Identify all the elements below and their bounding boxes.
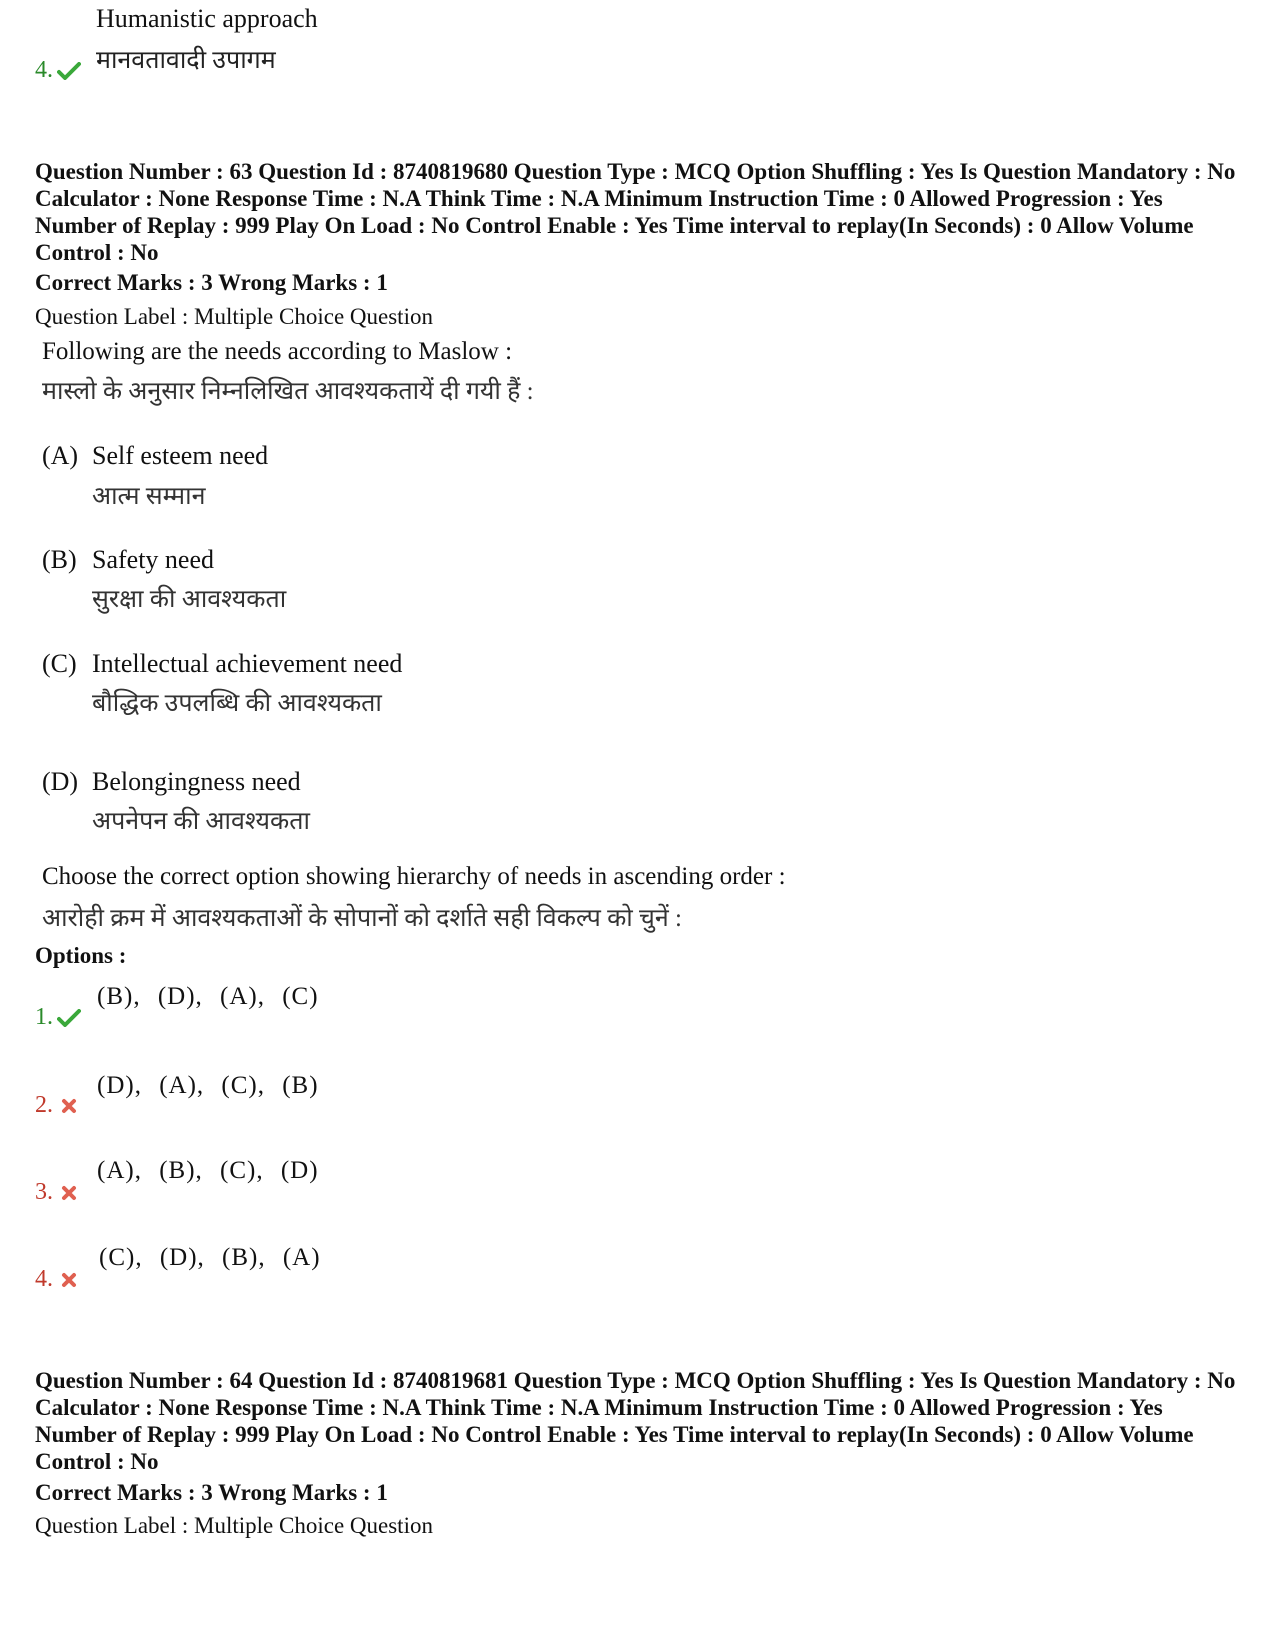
item-text-hi: आत्म सम्मान — [92, 483, 206, 510]
option-text[interactable]: (C), (D), (B), (A) — [99, 1244, 321, 1271]
check-icon — [57, 62, 81, 80]
option-number-label: 3. — [35, 1179, 53, 1205]
option-number — [35, 1092, 77, 1119]
prev-option-text-en: Humanistic approach — [96, 4, 318, 33]
option-number-label: 1. — [35, 1004, 53, 1030]
option-number — [35, 1179, 77, 1206]
cross-icon — [61, 1185, 77, 1201]
option-text[interactable]: (B), (D), (A), (C) — [97, 983, 319, 1010]
item-letter: (D) — [42, 767, 79, 796]
options-title: Options : — [35, 943, 127, 968]
prev-option-text-hi: मानवतावादी उपागम — [96, 47, 276, 74]
cross-icon — [61, 1098, 77, 1114]
item-text-en: Safety need — [92, 545, 215, 574]
option-number — [35, 1266, 77, 1293]
q64-meta: Question Number : 64 Question Id : 8740819681 Question Type : MCQ Option Shuffling : Yes Is Question Mandatory : No Calculator : None Response Time : N.A Think Time : N.A Minimum Instruction Time : 0 Allowed Progression : Yes Number of Replay : 999 Play On Load : No Control Enable : Yes Time interval to replay(In Seconds) : 0 Allow Volume Control : No — [35, 1368, 1236, 1474]
q63-marks: Correct Marks : 3 Wrong Marks : 1 — [35, 270, 388, 295]
item-letter: (C) — [42, 649, 77, 678]
q63-question-hi: आरोही क्रम में आवश्यकताओं के सोपानों को दर्शाते सही विकल्प को चुनें : — [42, 905, 682, 932]
option-text[interactable]: (A), (B), (C), (D) — [97, 1157, 319, 1184]
q63-question-en: Choose the correct option showing hierarchy of needs in ascending order : — [42, 863, 786, 890]
cross-icon — [61, 1272, 77, 1288]
q63-label: Question Label : Multiple Choice Question — [35, 304, 433, 329]
option-number-label: 2. — [35, 1092, 53, 1118]
item-text-hi: बौद्धिक उपलब्धि की आवश्यकता — [92, 690, 382, 717]
q64-label: Question Label : Multiple Choice Question — [35, 1513, 433, 1538]
prev-option-number — [35, 57, 81, 84]
item-text-hi: अपनेपन की आवश्यकता — [92, 808, 310, 835]
option-text[interactable]: (D), (A), (C), (B) — [97, 1072, 319, 1099]
option-number — [35, 1004, 81, 1031]
q64-marks: Correct Marks : 3 Wrong Marks : 1 — [35, 1480, 388, 1505]
q63-stem-hi: मास्लो के अनुसार निम्नलिखित आवश्यकतायें दी गयी हैं : — [42, 378, 534, 405]
item-letter: (B) — [42, 545, 77, 574]
option-number-label: 4. — [35, 1266, 53, 1292]
item-text-en: Belongingness need — [92, 767, 301, 796]
item-letter: (A) — [42, 441, 79, 470]
q63-stem-en: Following are the needs according to Maslow : — [42, 338, 513, 365]
item-text-en: Intellectual achievement need — [92, 649, 403, 678]
item-text-en: Self esteem need — [92, 441, 269, 470]
prev-option-number-label: 4. — [35, 57, 53, 83]
item-text-hi: सुरक्षा की आवश्यकता — [92, 586, 287, 613]
q63-meta: Question Number : 63 Question Id : 8740819680 Question Type : MCQ Option Shuffling : Yes Is Question Mandatory : No Calculator : None Response Time : N.A Think Time : N.A Minimum Instruction Time : 0 Allowed Progression : Yes Number of Replay : 999 Play On Load : No Control Enable : Yes Time interval to replay(In Seconds) : 0 Allow Volume Control : No — [35, 159, 1236, 265]
check-icon — [57, 1009, 81, 1027]
